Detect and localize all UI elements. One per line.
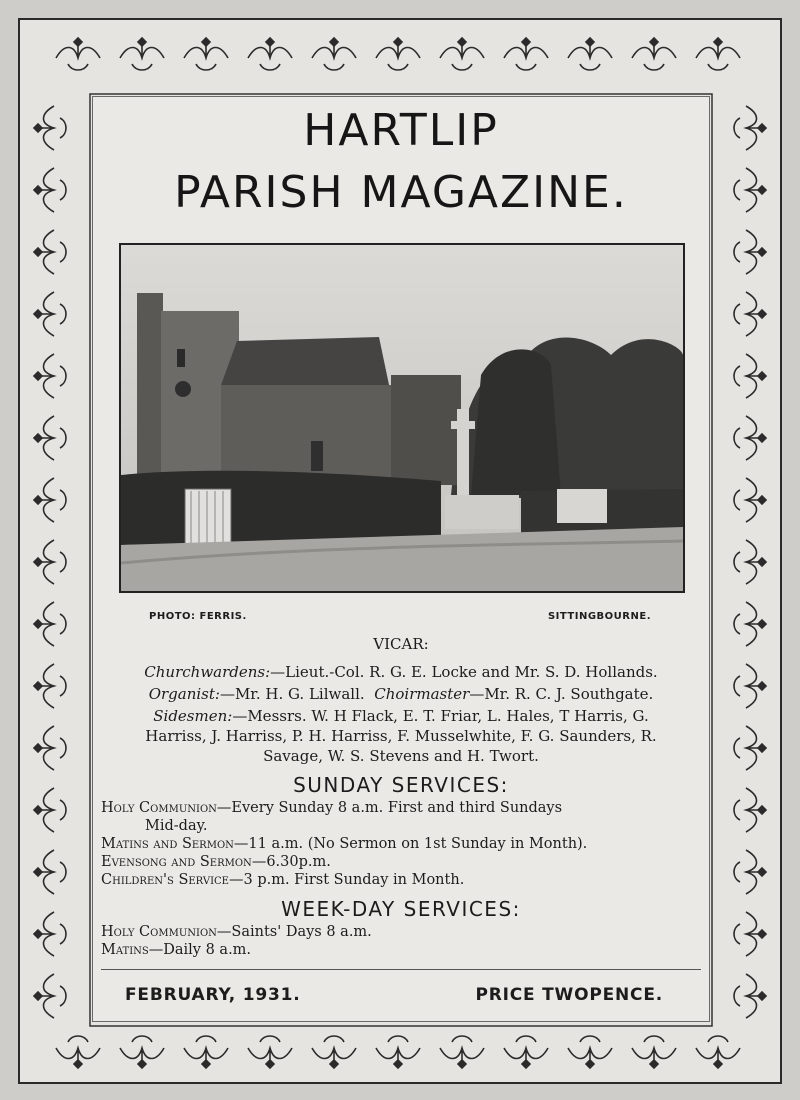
- churchwardens-text: —Lieut.-Col. R. G. E. Locke and Mr. S. D. Hollands.: [270, 663, 658, 681]
- sunday-services-heading: SUNDAY SERVICES:: [293, 773, 509, 797]
- service-time: —Daily 8 a.m.: [148, 942, 252, 958]
- photo-credit-location: SITTINGBOURNE.: [547, 611, 651, 622]
- service-item: [101, 853, 701, 871]
- service-time: —Every Sunday 8 a.m. First and third Sundays: [216, 800, 563, 816]
- church-photograph: [119, 243, 685, 593]
- service-item: [101, 799, 701, 817]
- service-item: [101, 835, 701, 853]
- footer-rule: [101, 969, 701, 970]
- masthead-title-line2: PARISH MAGAZINE.: [174, 167, 628, 218]
- service-time: —Saints' Days 8 a.m.: [216, 924, 372, 940]
- masthead-title-line1: HARTLIP: [303, 105, 499, 156]
- service-name: Matins and Sermon: [101, 836, 234, 852]
- issue-price: PRICE TWOPENCE.: [475, 985, 663, 1005]
- vicar-line: [93, 635, 709, 654]
- service-name: Children's Service: [101, 872, 229, 888]
- service-name: Holy Communion: [101, 800, 217, 816]
- choirmaster-label: Choirmaster: [374, 685, 470, 703]
- vicar-label: VICAR:: [373, 635, 429, 653]
- churchwardens-line: [93, 663, 709, 682]
- content-panel: [92, 96, 710, 1022]
- service-item: [101, 817, 745, 835]
- choirmaster-text: —Mr. R. C. J. Southgate.: [469, 685, 654, 703]
- service-item: [101, 941, 701, 959]
- churchwardens-label: Churchwardens:: [144, 663, 271, 681]
- service-time: —11 a.m. (No Sermon on 1st Sunday in Month).: [233, 836, 588, 852]
- organist-text: —Mr. H. G. Lilwall.: [219, 685, 365, 703]
- photo-credit-photographer: PHOTO: FERRIS.: [149, 611, 247, 622]
- service-item: [101, 871, 701, 889]
- sidesmen-label: Sidesmen:: [153, 707, 233, 725]
- sidesmen-line1: [93, 707, 709, 726]
- issue-date: FEBRUARY, 1931.: [125, 985, 301, 1005]
- sidesmen-line3: Savage, W. S. Stevens and H. Twort.: [263, 747, 539, 765]
- sidesmen-line2: Harriss, J. Harriss, P. H. Harriss, F. Musselwhite, F. G. Saunders, R.: [145, 727, 657, 745]
- organist-label: Organist:: [148, 685, 220, 703]
- service-name: Matins: [101, 942, 149, 958]
- service-time: Mid-day.: [145, 818, 208, 834]
- sidesmen-text-1: —Messrs. W. H Flack, E. T. Friar, L. Hales, T Harris, G.: [232, 707, 649, 725]
- service-item: [101, 923, 701, 941]
- organist-line: [93, 685, 709, 704]
- service-name: Evensong and Sermon: [101, 854, 252, 870]
- service-time: —3 p.m. First Sunday in Month.: [228, 872, 465, 888]
- service-name: Holy Communion: [101, 924, 217, 940]
- weekday-services-heading: WEEK-DAY SERVICES:: [281, 897, 521, 921]
- service-time: —6.30p.m.: [251, 854, 331, 870]
